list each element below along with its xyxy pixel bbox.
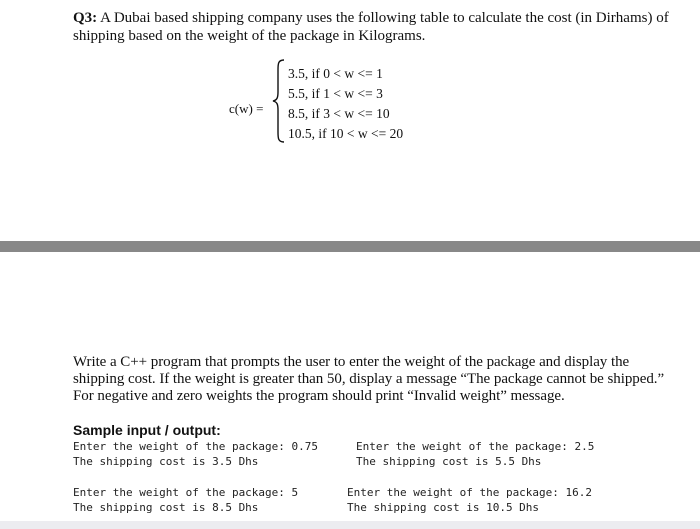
- sample-result: The shipping cost is 10.5 Dhs: [347, 501, 540, 514]
- question-label: Q3:: [73, 10, 98, 26]
- formula-case: 5.5, if 1 < w <= 3: [288, 86, 383, 101]
- sample-prompt: Enter the weight of the package: 5: [73, 486, 299, 499]
- sample-example: [73, 485, 298, 515]
- formula-case: 10.5, if 10 < w <= 20: [288, 126, 404, 141]
- function-label: c(w) =: [229, 101, 264, 116]
- bottom-edge: [0, 521, 700, 529]
- formula-case: 8.5, if 3 < w <= 10: [288, 106, 390, 121]
- sample-result: The shipping cost is 5.5 Dhs: [356, 455, 542, 468]
- sample-heading: Sample input / output:: [73, 422, 221, 438]
- sample-prompt: Enter the weight of the package: 16.2: [347, 486, 593, 499]
- sample-result: The shipping cost is 8.5 Dhs: [73, 501, 259, 514]
- sample-example: [73, 439, 318, 469]
- formula-case: 3.5, if 0 < w <= 1: [288, 66, 383, 81]
- sample-example: [347, 485, 592, 515]
- sample-example: [356, 439, 594, 469]
- instructions-paragraph: Write a C++ program that prompts the user to enter the weight of the package and display the shipping cost. If the weight is greater than 50, display a message “The package cannot be shipped.” For negative and zero weights the program should print “Invalid weight” message.: [73, 354, 665, 404]
- sample-prompt: Enter the weight of the package: 2.5: [356, 440, 595, 453]
- left-brace-icon: [272, 58, 286, 144]
- question-body: A Dubai based shipping company uses the following table to calculate the cost (in Dirhams) of shipping based on the weight of the package in Kilograms.: [73, 10, 669, 44]
- question-text: [73, 9, 673, 45]
- sample-prompt: Enter the weight of the package: 0.75: [73, 440, 319, 453]
- sample-result: The shipping cost is 3.5 Dhs: [73, 455, 259, 468]
- page-divider: [0, 241, 700, 252]
